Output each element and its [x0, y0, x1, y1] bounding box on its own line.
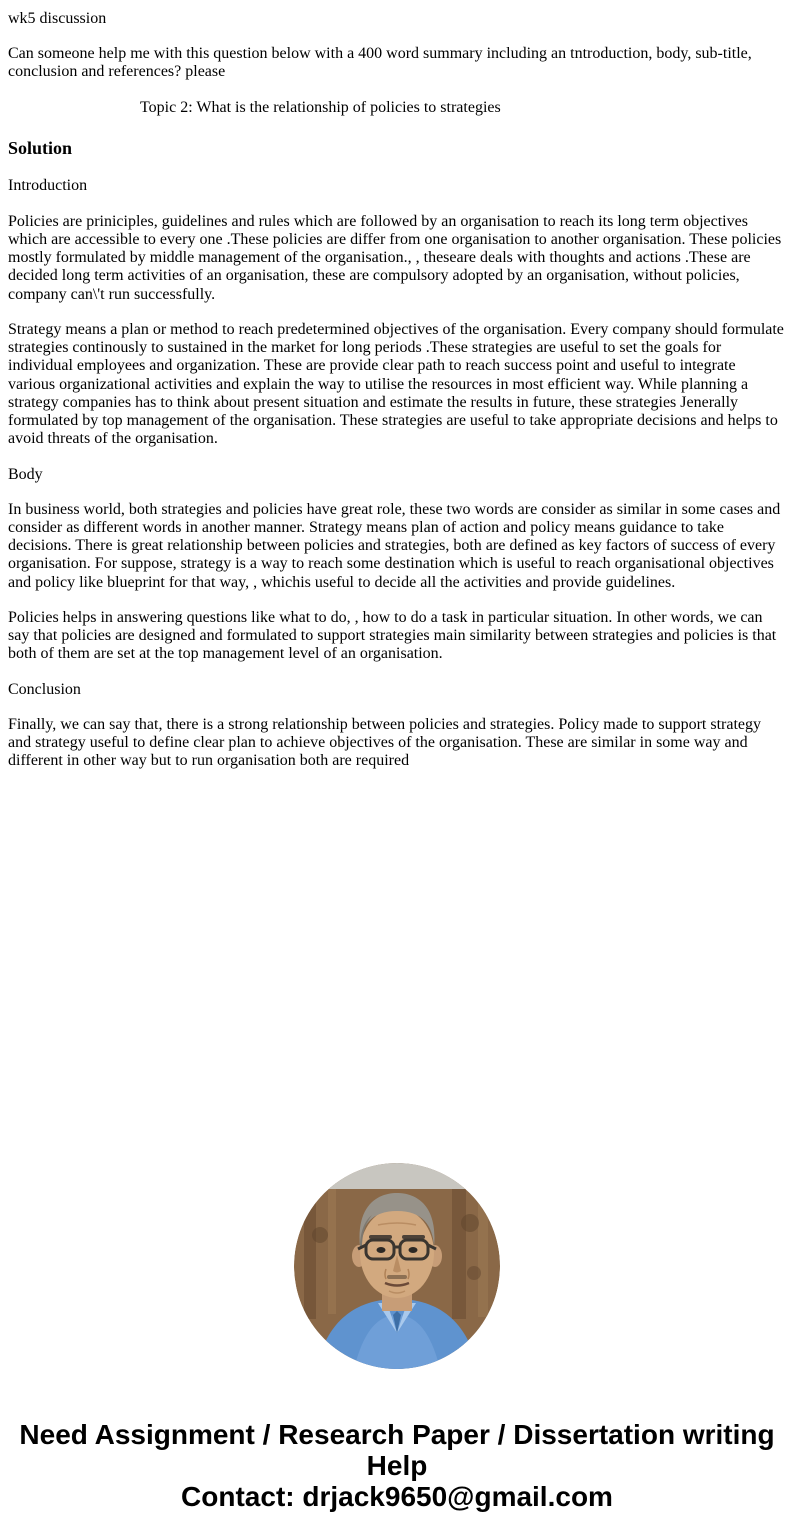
body-paragraph-1: In business world, both strategies and policies have great role, these two words are consider as similar in some cases and consider as different words in another manner. Strategy means plan of action and policy means guidance to take decisions. There is great relationship between policies and strategies, both are defined as key factors of success of every organisation. For suppose, strategy is a way to reach some destination which is useful to reach organisational objectives and policy like blueprint for that way, , whichis useful to decide all the activities and provide guidelines.	[8, 500, 781, 591]
footer-banner	[8, 1419, 786, 1512]
footer-help-text: Need Assignment / Research Paper / Dissertation writing Help	[19, 1418, 775, 1481]
conclusion-paragraph-1: Finally, we can say that, there is a strong relationship between policies and strategies. Policy made to support strategy and strategy useful to define clear plan to achieve objectives of the organisation. These are similar in some way and different in other way but to run organisation both are required	[8, 715, 761, 770]
topic-line: Topic 2: What is the relationship of policies to strategies	[140, 98, 501, 116]
section-heading-conclusion: Conclusion	[8, 680, 81, 698]
body-paragraph-2: Policies helps in answering questions like what to do, , how to do a task in particular situation. In other words, we can say that policies are designed and formulated to support strategies main similarity between strategies and policies is that both of them are set at the top management level of an organisation.	[8, 608, 777, 663]
solution-heading: Solution	[8, 137, 73, 158]
section-heading-body: Body	[8, 465, 43, 483]
page-title: wk5 discussion	[8, 10, 107, 27]
introduction-paragraph-1: Policies are priniciples, guidelines and rules which are followed by an organisation to reach its long term objectives which are accessible to every one .These policies are differ from one organisation to another organisation. These policies mostly formulated by middle management of the organisation., , theseare deals with thoughts and actions .These are decided long term activities of an organisation, these are compulsory adopted by an organisation, without policies, company can\'t run successfully.	[8, 212, 782, 303]
introduction-paragraph-2: Strategy means a plan or method to reach predetermined objectives of the organisation. Every company should formulate strategies continously to sustained in the market for long periods .These strategies are useful to set the goals for individual employees and organization. These are provide clear path to reach success point and useful to integrate various organizational activities and explain the way to utilise the resources in most efficient way. While planning a strategy companies has to think about present situation and estimate the results in future, these strategies Jenerally formulated by top management of the organisation. These strategies are useful to take appropriate decisions and helps to avoid threats of the organisation.	[8, 320, 784, 448]
question-text: Can someone help me with this question below with a 400 word summary including an tntroduction, body, sub-title, conclusion and references? please	[8, 45, 752, 81]
section-heading-introduction: Introduction	[8, 177, 88, 195]
footer-contact-email: Contact: drjack9650@gmail.com	[181, 1480, 613, 1512]
tutor-portrait-illustration	[294, 1163, 500, 1369]
spacer	[8, 788, 786, 1163]
tutor-portrait-photo	[294, 1163, 500, 1369]
